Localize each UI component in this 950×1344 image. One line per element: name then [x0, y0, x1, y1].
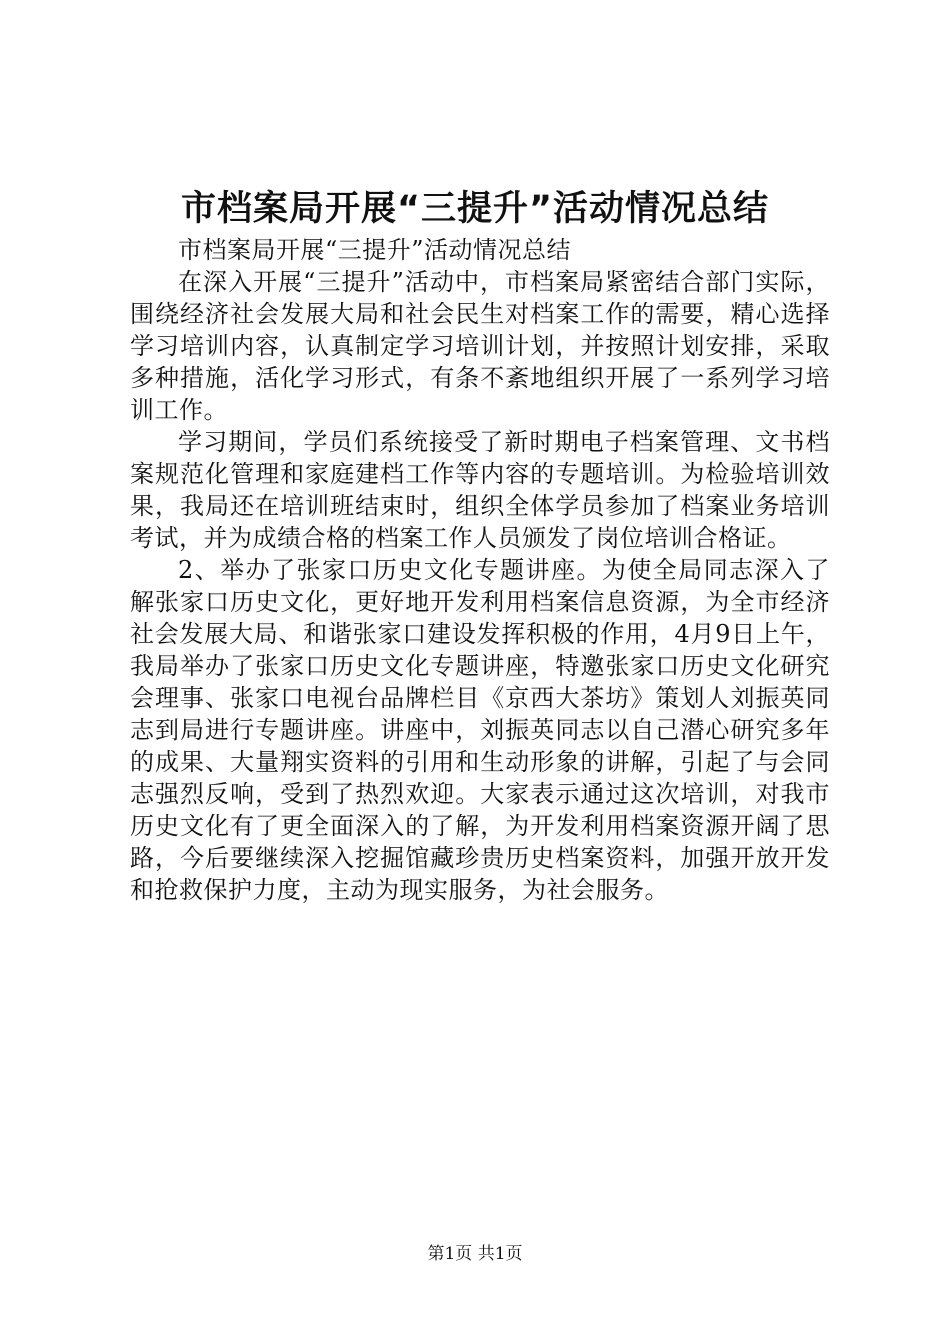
paragraph-intro: 在深入开展“三提升”活动中，市档案局紧密结合部门实际，围绕经济社会发展大局和社会民生对档案工作的需要，精心选择学习培训内容，认真制定学习培训计划，并按照计划安排，采取多种措施，活化学习形式，有条不紊地组织开展了一系列学习培训工作。 — [130, 268, 830, 424]
page-footer: 第1页 共1页 — [427, 1244, 523, 1264]
document-title: 市档案局开展“三提升”活动情况总结 — [180, 189, 769, 229]
paragraph-training: 学习期间，学员们系统接受了新时期电子档案管理、文书档案规范化管理和家庭建档工作等内容的专题培训。为检验培训效果，我局还在培训班结束时，组织全体学员参加了档案业务培训考试，并为成绩合格的档案工作人员颁发了岗位培训合格证。 — [130, 428, 830, 552]
document-body — [130, 234, 830, 906]
paragraph-lecture: 2、举办了张家口历史文化专题讲座。为使全局同志深入了解张家口历史文化，更好地开发利用档案信息资源，为全市经济社会发展大局、和谐张家口建设发挥积极的作用，4月9日上午，我局举办了张家口历史文化专题讲座，特邀张家口历史文化研究会理事、张家口电视台品牌栏目《京西大茶坊》策划人刘振英同志到局进行专题讲座。讲座中，刘振英同志以自己潜心研究多年的成果、大量翔实资料的引用和生动形象的讲解，引起了与会同志强烈反响，受到了热烈欢迎。大家表示通过这次培训，对我市历史文化有了更全面深入的了解，为开发利用档案资源开阔了思路，今后要继续深入挖掘馆藏珍贵历史档案资料，加强开放开发和抢救保护力度，主动为现实服务，为社会服务。 — [130, 556, 830, 904]
paragraph-subtitle: 市档案局开展“三提升”活动情况总结 — [178, 236, 572, 264]
